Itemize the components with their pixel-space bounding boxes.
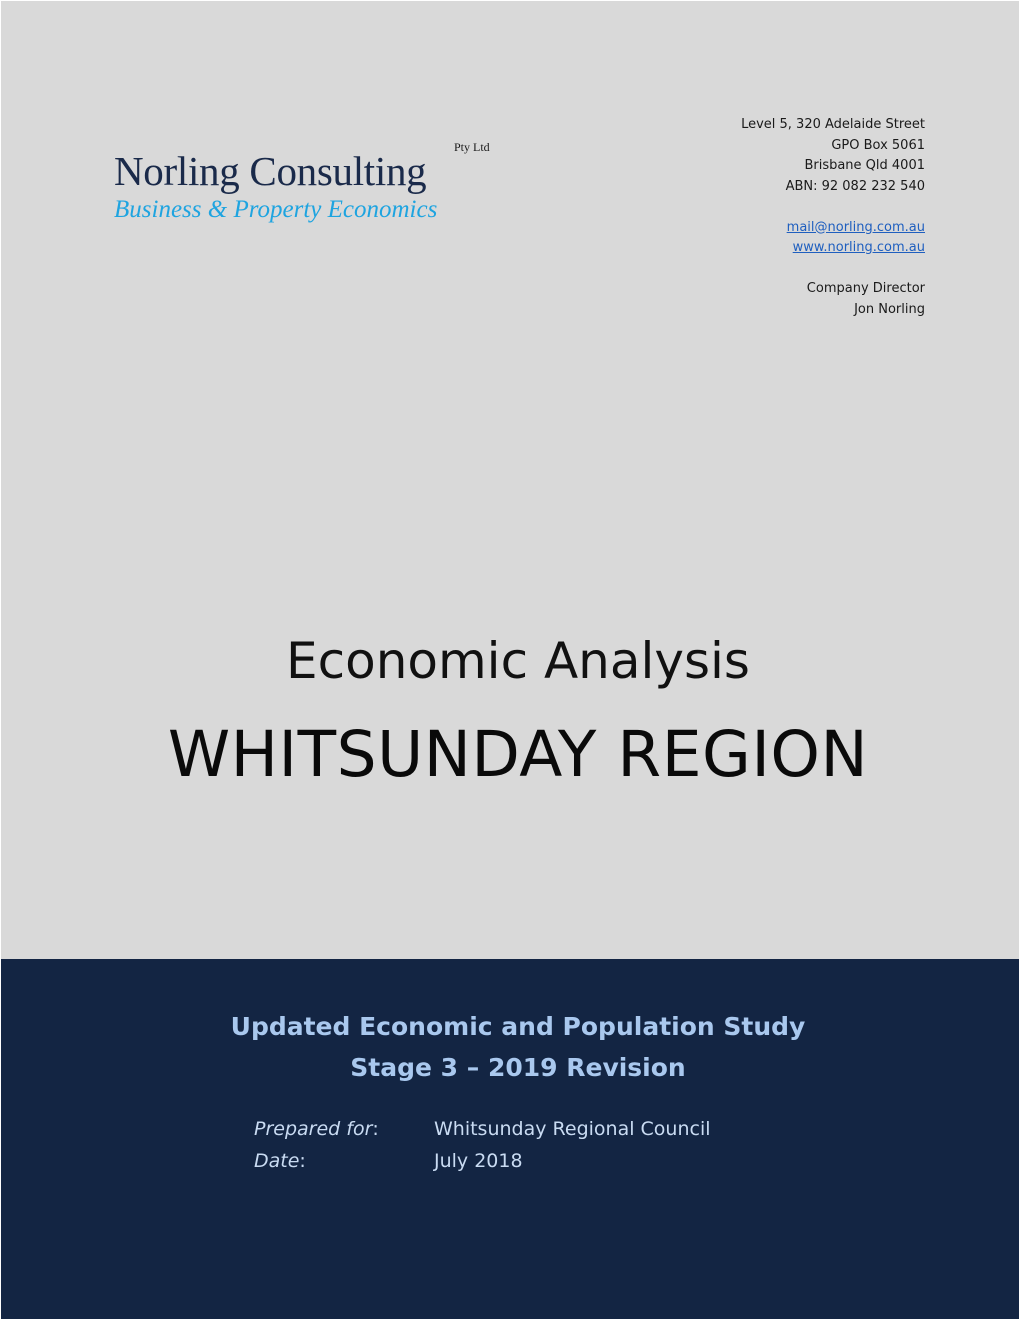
abn-number: ABN: 92 082 232 540 — [785, 178, 925, 194]
director-title: Company Director — [806, 281, 925, 296]
contact-spacer — [741, 197, 925, 218]
date-label: Date: — [254, 1150, 306, 1172]
address-line-2: GPO Box 5061 — [831, 137, 925, 153]
contact-spacer — [741, 259, 925, 280]
website-link[interactable]: www.norling.com.au — [792, 240, 925, 255]
logo-tagline: Business & Property Economics — [114, 196, 438, 223]
address-line-3: Brisbane Qld 4001 — [804, 158, 925, 173]
prepared-for-row — [254, 1118, 711, 1140]
logo-pty-ltd: Pty Ltd — [454, 140, 490, 154]
study-title: Updated Economic and Population Study — [230, 1012, 806, 1041]
director-name: Jon Norling — [854, 301, 925, 317]
company-logo — [114, 140, 514, 230]
prepared-for-value: Whitsunday Regional Council — [434, 1118, 711, 1140]
address-line-1: Level 5, 320 Adelaide Street — [741, 117, 925, 132]
date-row — [254, 1150, 523, 1172]
study-stage: Stage 3 – 2019 Revision — [350, 1053, 686, 1082]
prepared-for-label: Prepared for: — [254, 1118, 379, 1140]
document-title: Economic Analysis — [286, 632, 750, 690]
contact-block — [741, 115, 925, 320]
date-value: July 2018 — [434, 1150, 523, 1172]
email-link[interactable]: mail@norling.com.au — [786, 219, 925, 235]
region-title: WHITSUNDAY REGION — [167, 718, 869, 791]
logo-company-name: Norling Consulting — [114, 148, 427, 194]
